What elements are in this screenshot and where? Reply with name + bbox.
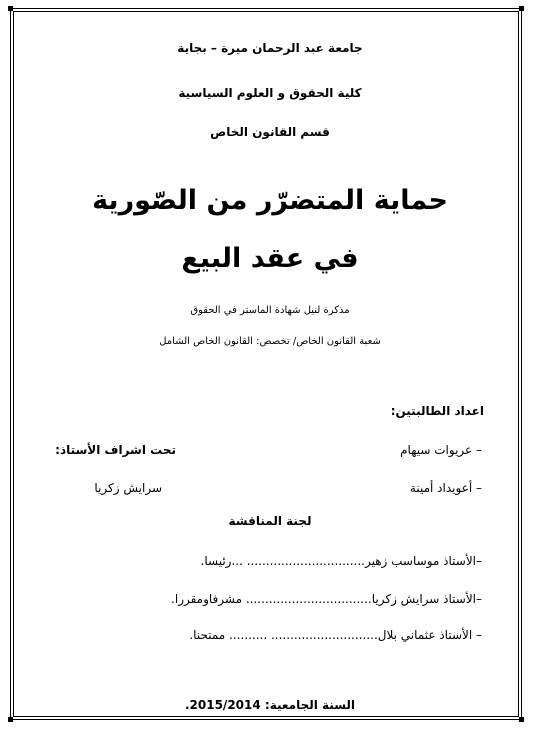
supervisor-heading: تحت اشراف الأستاذ: [55, 443, 176, 457]
page-border-corner-bottom-left [8, 717, 13, 722]
committee-heading: لجنة المناقشة [228, 514, 312, 528]
thesis-title-line1: حماية المتضرّر من الصّورية [92, 185, 448, 216]
page-border-corner-top-right [519, 6, 524, 11]
faculty-name: كلية الحقوق و العلوم السياسية [178, 86, 362, 100]
student-name-2: – أعويداد أمينة [409, 481, 482, 495]
page-border-corner-top-left [8, 6, 13, 11]
page-border [10, 8, 522, 720]
student-name-1: – عريوات سيهام [400, 443, 482, 457]
committee-member-2: –الأستاذ سرايش زكريا................................. مشرفاومقررا. [171, 592, 482, 606]
thesis-degree-text: مذكرة لنيل شهادة الماستر في الحقوق [190, 305, 350, 316]
university-name: جامعة عبد الرحمان ميرة – بجاية [177, 41, 363, 55]
thesis-specialty-text: شعبة القانون الخاص/ تخصص: القانون الخاص الشامل [159, 336, 381, 347]
committee-member-3: – الأستاذ عثماني بلال............................ .......... ممتحنا. [189, 628, 482, 642]
thesis-title-line2: في عقد البيع [181, 243, 359, 274]
supervisor-name: سرايش زكريا [94, 481, 162, 495]
department-name: قسم القانون الخاص [210, 125, 330, 139]
students-heading: اعداد الطالبتين: [390, 404, 484, 418]
academic-year: السنة الجامعية: 2015/2014. [184, 698, 356, 712]
committee-member-1: –الأستاذ موساسب زهير............................... ...رئيسا. [200, 554, 482, 568]
page-border-corner-bottom-right [519, 717, 524, 722]
